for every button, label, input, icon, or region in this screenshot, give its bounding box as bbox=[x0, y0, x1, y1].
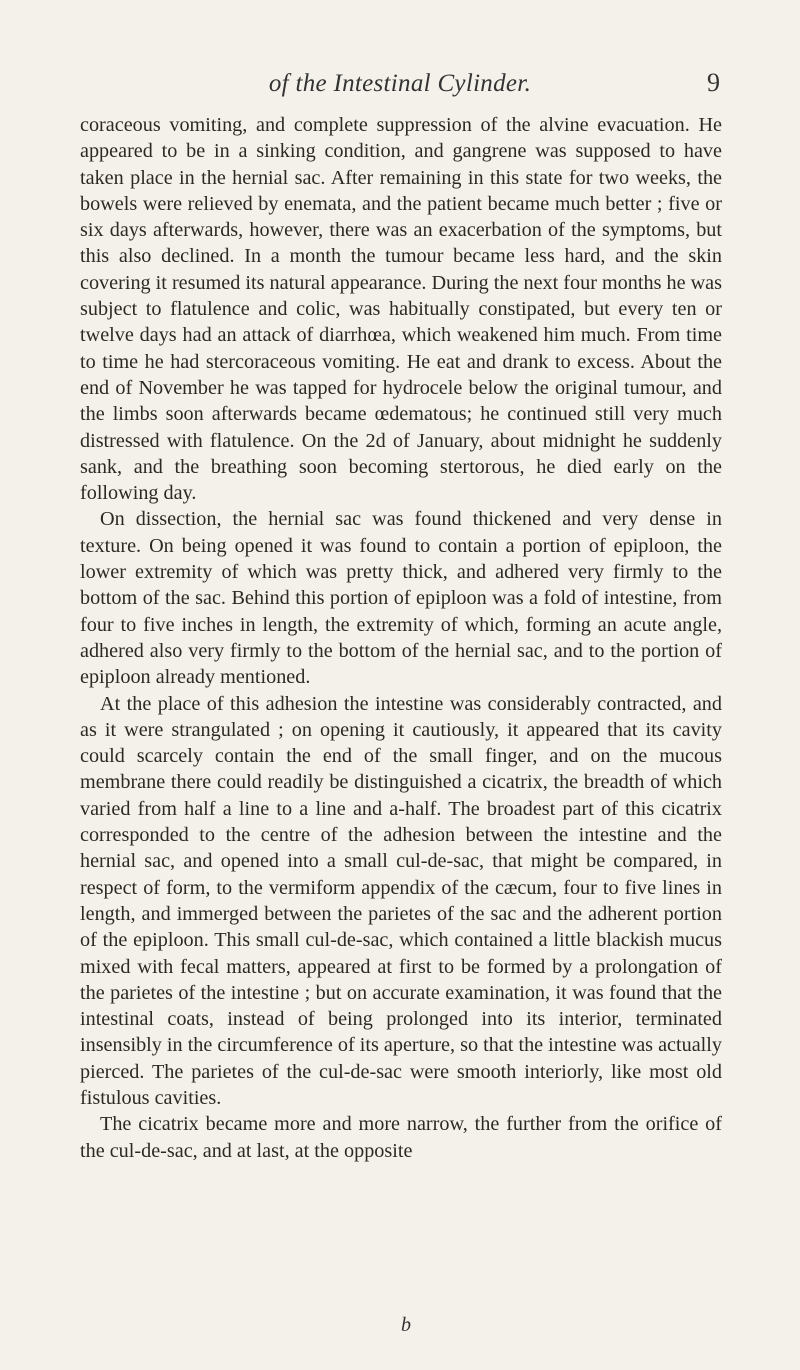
paragraph-4: The cicatrix became more and more narrow, the further from the orifice of the cul-de-sac, and at last, at the opposite bbox=[80, 1113, 722, 1162]
running-title: of the Intestinal Cylinder. bbox=[268, 70, 532, 97]
body-text bbox=[80, 112, 722, 1164]
paragraph-3: At the place of this adhesion the intestine was considerably contracted, and as it were strangulated ; on opening it cautiously, it appeared that its cavity could scarcely contain the end of the small finger, and on the mucous membrane there could readily be distinguished a cicatrix, the breadth of which varied from half a line to a line and a-half. The broadest part of this cicatrix corresponded to the centre of the adhesion between the intestine and the hernial sac, and opened into a small cul-de-sac, that might be compared, in respect of form, to the vermiform appendix of the cæcum, four to five lines in length, and immerged between the parietes of the sac and the adherent portion of the epiploon. This small cul-de-sac, which contained a little blackish mucus mixed with fecal matters, appeared at first to be formed by a prolongation of the parietes of the intestine ; but on accurate examination, it was found that the intestinal coats, instead of being prolonged into its interior, terminated insensibly in the circumference of its aperture, so that the intestine was actually pierced. The parietes of the cul-de-sac were smooth interiorly, like most old fistulous cavities. bbox=[80, 692, 722, 1109]
running-head bbox=[80, 64, 720, 104]
page-number: 9 bbox=[707, 68, 720, 97]
paragraph-1: coraceous vomiting, and complete suppression of the alvine evacuation. He appeared to be in a sinking condition, and gangrene was supposed to have taken place in the hernial sac. After remaining in this state for two weeks, the bowels were relieved by enemata, and the patient became much better ; five or six days afterwards, however, there was an exacerbation of the symptoms, but this also declined. In a month the tumour became less hard, and the skin covering it resumed its natural appearance. During the next four months he was subject to flatulence and colic, was habitually constipated, but every ten or twelve days had an attack of diarrhœa, which weakened him much. From time to time he had stercoraceous vomiting. He eat and drank to excess. About the end of November he was tapped for hydrocele below the original tumour, and the limbs soon afterwards became œdematous; he continued still very much distressed with flatulence. On the 2d of January, about midnight he suddenly sank, and the breathing soon becoming stertorous, he died early on the following day. bbox=[80, 114, 722, 505]
signature-mark: b bbox=[401, 1314, 411, 1336]
paragraph-2: On dissection, the hernial sac was found thickened and very dense in texture. On being opened it was found to contain a portion of epiploon, the lower extremity of which was pretty thick, and adhered very firmly to the bottom of the sac. Behind this portion of epiploon was a fold of intestine, from four to five inches in length, the extremity of which, forming an acute angle, adhered also very firmly to the bottom of the hernial sac, and to the portion of epiploon already mentioned. bbox=[80, 508, 722, 689]
